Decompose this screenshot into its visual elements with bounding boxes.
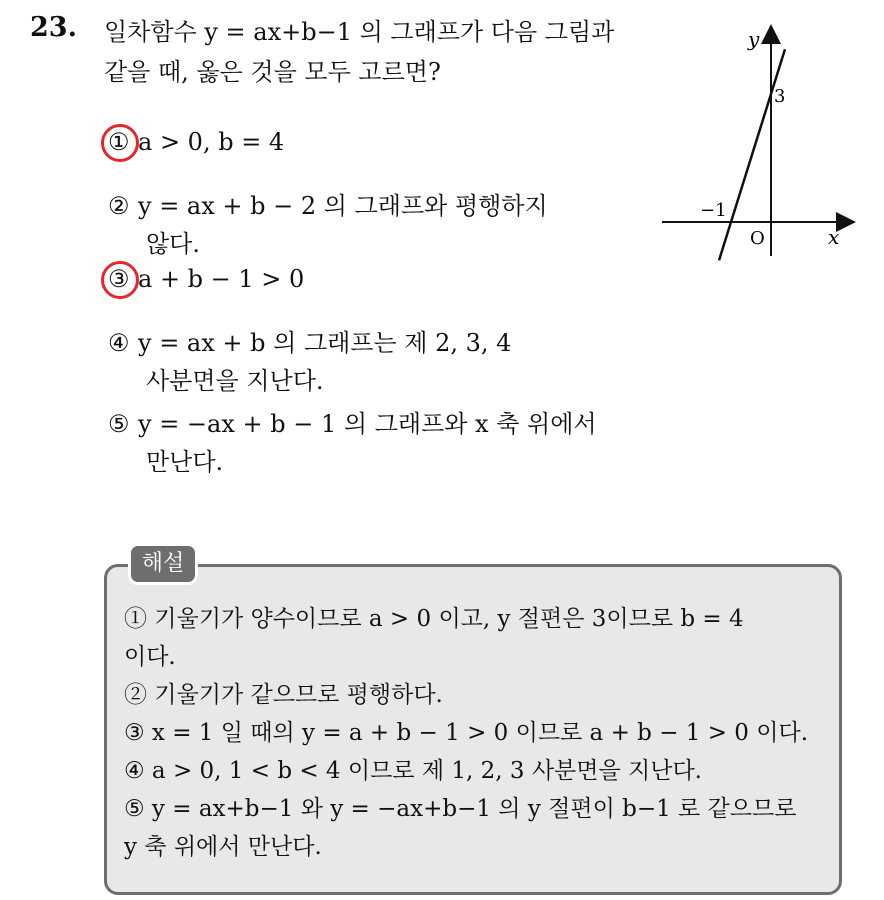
option-2-continued: 않다. xyxy=(146,230,200,258)
option-text: a > 0, b = 4 xyxy=(138,128,285,156)
option-marker: ① xyxy=(108,128,130,156)
solution-tag: 해설 xyxy=(128,543,198,585)
option-4[interactable] xyxy=(108,323,511,358)
y-axis-label: y xyxy=(748,27,760,51)
solution-line: ③ x = 1 일 때의 y = a + b − 1 > 0 이므로 a + b − 1 > 0 이다. xyxy=(124,720,809,746)
solution-line: ① 기울기가 양수이므로 a > 0 이고, y 절편은 3이므로 b = 4 xyxy=(124,606,744,632)
option-marker: ② xyxy=(108,192,130,220)
x-intercept-label: −1 xyxy=(700,200,727,221)
solution-line: ⑤ y = ax+b−1 와 y = −ax+b−1 의 y 절편이 b−1 로 같으므로 xyxy=(124,796,797,822)
option-3[interactable] xyxy=(108,265,304,293)
question-number: 23. xyxy=(30,12,77,43)
solution-line: ④ a > 0, 1 < b < 4 이므로 제 1, 2, 3 사분면을 지난다. xyxy=(124,758,702,784)
y-intercept-label: 3 xyxy=(774,86,786,107)
solution-line: y 축 위에서 만난다. xyxy=(124,834,322,860)
origin-label: O xyxy=(750,228,765,249)
option-2[interactable] xyxy=(108,186,548,221)
solution-line: ② 기울기가 같으므로 평행하다. xyxy=(124,682,443,708)
option-text: y = ax + b − 2 의 그래프와 평행하지 xyxy=(138,192,548,220)
option-4-continued: 사분면을 지난다. xyxy=(146,367,324,395)
option-5[interactable] xyxy=(108,404,597,439)
option-marker: ③ xyxy=(108,265,130,293)
option-text: y = −ax + b − 1 의 그래프와 x 축 위에서 xyxy=(138,410,597,438)
option-marker: ④ xyxy=(108,329,130,357)
option-5-continued: 만난다. xyxy=(146,448,224,476)
linear-function-graph xyxy=(662,24,862,264)
option-marker: ⑤ xyxy=(108,410,130,438)
option-text: y = ax + b 의 그래프는 제 2, 3, 4 xyxy=(138,329,512,357)
solution-line: 이다. xyxy=(124,644,176,670)
question-text-line2: 같을 때, 옳은 것을 모두 고르면? xyxy=(104,58,441,86)
question-text-line1: 일차함수 y = ax+b−1 의 그래프가 다음 그림과 xyxy=(104,18,615,46)
option-1[interactable] xyxy=(108,128,284,156)
option-text: a + b − 1 > 0 xyxy=(138,265,305,293)
x-axis-label: x xyxy=(828,225,840,249)
